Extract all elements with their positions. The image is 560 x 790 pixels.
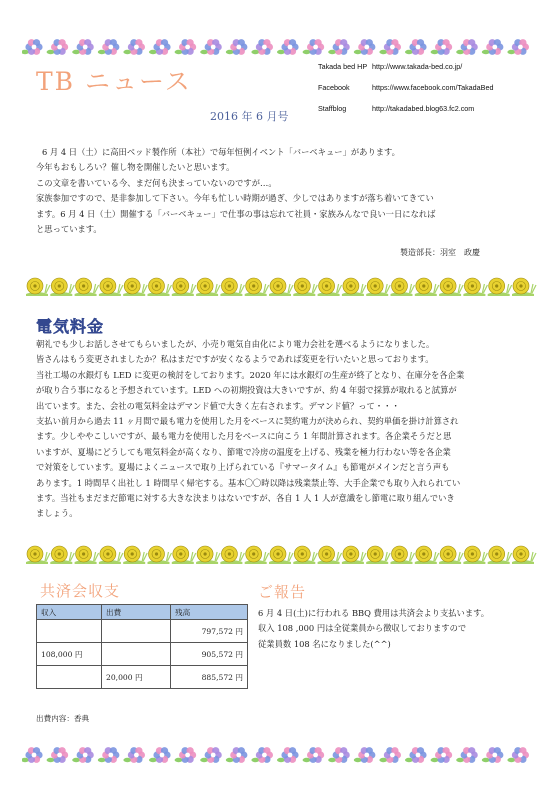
denki-line: 当社工場の水銀灯も LED に変更の検討をしております。2020 年には水銀灯の生産が終了となり、在庫分を各企業	[36, 369, 465, 380]
snail-icon	[123, 546, 147, 564]
flower-icon	[405, 747, 427, 763]
flower-icon	[149, 747, 171, 763]
flower-icon	[277, 39, 299, 55]
column-header: 収入	[37, 605, 102, 620]
link-label: Facebook	[318, 83, 350, 92]
snail-icon	[26, 278, 50, 296]
snail-icon	[488, 546, 512, 564]
issue-date: 2016 年 6 月号	[210, 110, 289, 123]
snail-icon	[26, 546, 50, 564]
newsletter-title: TB ニュース	[36, 67, 192, 96]
denki-line: 朝礼でも少しお話しさせてもらいましたが、小売り電気自由化により電力会社を選べるようになりました。	[36, 339, 435, 349]
snail-icon	[172, 546, 196, 564]
snail-icon	[366, 278, 390, 296]
snail-border-1	[22, 272, 538, 298]
intro-paragraph	[36, 145, 526, 237]
houkoku-paragraph	[258, 606, 538, 652]
snail-icon	[220, 278, 244, 296]
denki-line: ましょう。	[36, 508, 78, 519]
flower-icon	[456, 747, 478, 763]
flower-icon	[507, 747, 529, 763]
snail-icon	[318, 278, 342, 296]
snail-icon	[439, 546, 463, 564]
flower-icon	[482, 39, 504, 55]
snail-icon	[196, 546, 220, 564]
snail-icon	[318, 546, 342, 564]
flower-icon	[277, 747, 299, 763]
flower-icon	[149, 39, 171, 55]
flower-icon	[200, 747, 222, 763]
link-staffblog	[318, 98, 493, 119]
snail-icon	[342, 278, 366, 296]
snail-icon	[245, 278, 269, 296]
flower-border-top	[22, 36, 538, 58]
flower-icon	[200, 39, 222, 55]
snail-icon	[99, 278, 123, 296]
intro-line: 家族参加ですので、是非参加して下さい。今年も忙しい時期が過ぎ、少しではありますが落ち着いてきてい	[36, 193, 434, 204]
snail-icon	[366, 546, 390, 564]
flower-icon	[226, 747, 248, 763]
link-label: Staffblog	[318, 104, 347, 113]
snail-icon	[342, 546, 366, 564]
denki-line: 皆さんはもう変更されましたか？私はまだですが安くなるようであれば変更を行いたいと思っております。	[36, 354, 434, 365]
snail-icon	[220, 546, 244, 564]
column-header: 残高	[171, 605, 248, 620]
snail-icon	[75, 278, 99, 296]
snail-icon	[75, 546, 99, 564]
table-row	[37, 620, 248, 643]
flower-icon	[379, 747, 401, 763]
table-header-row	[37, 605, 248, 620]
flower-icon	[123, 39, 145, 55]
snail-icon	[99, 546, 123, 564]
kyosai-table	[36, 604, 248, 689]
houkoku-line: 6 月 4 日(土)に行われる BBQ 費用は共済会より支払います。	[258, 608, 490, 618]
denki-line: ます。当社もまだまだ節電に対する大きな決まりはないですが、各自 1 人 1 人が意識をし節電に取り組んでいき	[36, 493, 455, 504]
section-heading-denki: 電気料金	[36, 317, 105, 336]
flower-icon	[431, 747, 453, 763]
snail-icon	[196, 278, 220, 296]
flower-icon	[98, 747, 120, 763]
flower-icon	[303, 747, 325, 763]
snail-icon	[391, 546, 415, 564]
intro-line: 6 月 4 日（土）に高田ベッド製作所（本社）で毎年恒例イベント「バーベキュー」があります。	[42, 147, 400, 157]
snail-icon	[269, 278, 293, 296]
snail-icon	[463, 546, 487, 564]
flower-icon	[175, 39, 197, 55]
snail-icon	[293, 546, 317, 564]
link-url[interactable]: http://www.takada-bed.co.jp/	[372, 62, 463, 71]
snail-icon	[172, 278, 196, 296]
houkoku-line: 従業員数 108 名になりました(^^)	[258, 638, 391, 649]
table-cell	[102, 643, 171, 666]
flower-icon	[22, 39, 43, 55]
flower-icon	[251, 39, 273, 55]
intro-line: 今年もおもしろい？催し物を開催したいと思います。	[36, 162, 235, 173]
flower-icon	[123, 747, 145, 763]
flower-icon	[22, 747, 43, 763]
snail-icon	[463, 278, 487, 296]
snail-icon	[488, 278, 512, 296]
table-cell: 797,572 円	[171, 620, 248, 643]
snail-icon	[391, 278, 415, 296]
denki-line: あります。1 時間早く出社し 1 時間早く帰宅する。基本〇〇時以降は残業禁止等、大手企業でも取り入れられてい	[36, 477, 461, 488]
houkoku-line: 収入 108 ,000 円は全従業員から徴収しておりますので	[258, 623, 467, 634]
flower-icon	[72, 39, 94, 55]
table-cell	[37, 620, 102, 643]
link-label: Takada bed HP	[318, 62, 368, 71]
flower-icon	[47, 39, 69, 55]
denki-line: ます。少しややこしいですが、最も電力を使用した月をベースに向こう 1 年間計算されます。各企業そうだと思	[36, 431, 452, 442]
links-list	[318, 56, 493, 119]
flower-icon	[251, 747, 273, 763]
column-header: 出費	[102, 605, 171, 620]
flower-icon	[303, 39, 325, 55]
section-heading-houkoku: ご報告	[258, 583, 307, 601]
snail-icon	[415, 278, 439, 296]
snail-icon	[245, 546, 269, 564]
expense-note: 出費内容：香典	[36, 714, 90, 723]
flower-icon	[456, 39, 478, 55]
flower-icon	[47, 747, 69, 763]
snail-icon	[148, 546, 172, 564]
snail-border-2	[22, 540, 538, 566]
flower-icon	[431, 39, 453, 55]
denki-line: いますが、夏場にどうしても電気料金が高くなり、節電で冷房の温度を上げる、残業を極力行わない等を各企業	[36, 446, 451, 457]
link-hp	[318, 56, 493, 77]
signature: 製造部長：羽室 政慶	[400, 248, 480, 257]
denki-line: で対策をしています。夏場によくニュースで取り上げられている『サマータイム』も節電がメインだと言う声も	[36, 462, 450, 473]
flower-icon	[507, 39, 529, 55]
snail-icon	[148, 278, 172, 296]
link-url[interactable]: http://takadabed.blog63.fc2.com	[372, 104, 475, 113]
intro-line: と思っています。	[36, 224, 102, 235]
flower-icon	[72, 747, 94, 763]
flower-icon	[98, 39, 120, 55]
flower-icon	[405, 39, 427, 55]
snail-icon	[50, 278, 74, 296]
snail-icon	[123, 278, 147, 296]
table-cell	[102, 620, 171, 643]
flower-icon	[379, 39, 401, 55]
table-cell: 905,572 円	[171, 643, 248, 666]
section-heading-kyosai: 共済会収支	[40, 582, 121, 600]
denki-paragraph	[36, 337, 536, 522]
flower-icon	[482, 747, 504, 763]
flower-icon	[175, 747, 197, 763]
table-cell: 20,000 円	[102, 666, 171, 689]
table-cell: 108,000 円	[37, 643, 102, 666]
flower-icon	[354, 39, 376, 55]
flower-icon	[226, 39, 248, 55]
flower-icon	[328, 747, 350, 763]
flower-icon	[328, 39, 350, 55]
snail-icon	[512, 278, 536, 296]
denki-line: が取り合う事になると予想されています。LED への初期投資は大きいですが、約 4 年弱で採算が取れると試算が	[36, 385, 457, 396]
snail-icon	[415, 546, 439, 564]
flower-icon	[354, 747, 376, 763]
snail-icon	[269, 546, 293, 564]
intro-line: ます。6 月 4 日（土）開催する「バーベキュー」で仕事の事は忘れて社員・家族みんなで良い一日になれば	[36, 208, 436, 219]
link-url[interactable]: https://www.facebook.com/TakadaBed	[372, 83, 494, 92]
denki-line: 支払い前月から過去 11 ヶ月間で最も電力を使用した月をベースに契約電力が決められ、契約単価を掛け計算され	[36, 416, 459, 427]
flower-border-bottom	[22, 744, 538, 766]
table-cell	[37, 666, 102, 689]
snail-icon	[439, 278, 463, 296]
table-cell: 885,572 円	[171, 666, 248, 689]
link-facebook	[318, 77, 493, 98]
snail-icon	[50, 546, 74, 564]
table-row	[37, 666, 248, 689]
snail-icon	[512, 546, 536, 564]
intro-line: この文章を書いている今、まだ何も決まっていないのですが…。	[36, 177, 277, 188]
snail-icon	[293, 278, 317, 296]
table-row	[37, 643, 248, 666]
denki-line: 出ています。また、会社の電気料金はデマンド値で大きく左右されます。デマンド値？って・・・	[36, 400, 400, 411]
